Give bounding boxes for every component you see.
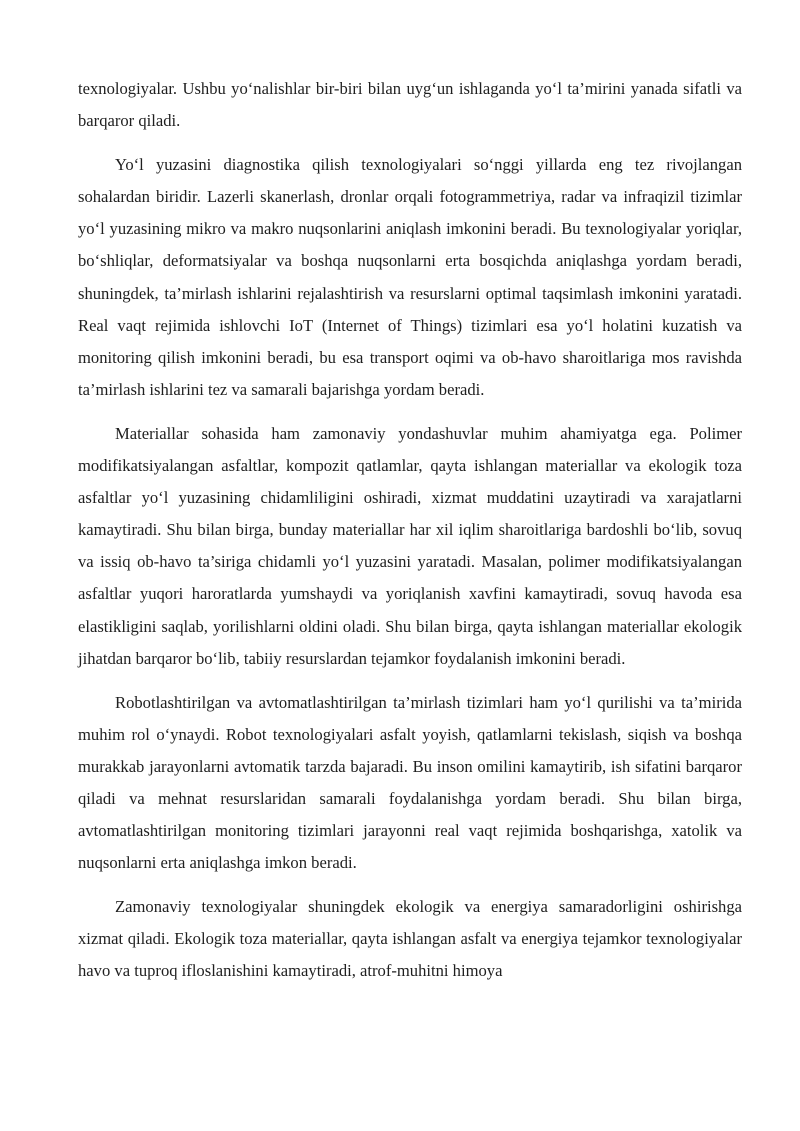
paragraph-continuation: texnologiyalar. Ushbu yo‘nalishlar bir-biri bilan uyg‘un ishlaganda yo‘l ta’mirini yanada sifatli va barqaror qiladi. [78,79,742,131]
paragraph-diagnostics: Yo‘l yuzasini diagnostika qilish texnologiyalari so‘nggi yillarda eng tez rivojlangan sohalardan biridir. Lazerli skanerlash, dronlar orqali fotogrammetriya, radar va infraqizil tizimlar yo‘l yuzasining mikro va makro nuqsonlarini aniqlash imkonini beradi. Bu texnologiyalar yoriqlar, bo‘shliqlar, deformatsiyalar va boshqa nuqsonlarni erta bosqichda aniqlashga yordam beradi, shuningdek, ta’mirlash ishlarini rejalashtirish va resurslarni optimal taqsimlash imkonini yaratadi. Real vaqt rejimida ishlovchi IoT (Internet of Things) tizimlari esa yo‘l holatini kuzatish va monitoring qilish imkonini beradi, bu esa transport oqimi va ob-havo sharoitlariga mos ravishda ta’mirlash ishlarini tez va samarali bajarishga yordam beradi. [78,155,742,399]
paragraph-materials: Materiallar sohasida ham zamonaviy yondashuvlar muhim ahamiyatga ega. Polimer modifikatsiyalangan asfaltlar, kompozit qatlamlar, qayta ishlangan materiallar va ekologik toza asfaltlar yo‘l yuzasining chidamliligini oshiradi, xizmat muddatini uzaytiradi va xarajatlarni kamaytiradi. Shu bilan birga, bunday materiallar har xil iqlim sharoitlariga bardoshli bo‘lib, sovuq va issiq ob-havo ta’siriga chidamli yo‘l yuzasini yaratadi. Masalan, polimer modifikatsiyalangan asfaltlar yuqori haroratlarda yumshaydi va yoriqlanish xavfini kamaytiradi, sovuq havoda esa elastikligini saqlab, yorilishlarni oldini oladi. Shu bilan birga, qayta ishlangan materiallar ekologik jihatdan barqaror bo‘lib, tabiiy resurslardan tejamkor foydalanish imkonini beradi. [78,423,742,668]
paragraph-robotics: Robotlashtirilgan va avtomatlashtirilgan ta’mirlash tizimlari ham yo‘l qurilishi va ta’mirida muhim rol o‘ynaydi. Robot texnologiyalari asfalt yoyish, qatlamlarni tekislash, siqish va boshqa murakkab jarayonlarni avtomatik tarzda bajaradi. Bu inson omilini kamaytirib, ish sifatini barqaror qiladi va mehnat resurslaridan samarali foydalanishga yordam beradi. Shu bilan birga, avtomatlashtirilgan monitoring tizimlari jarayonni real vaqt rejimida boshqarishga, xatolik va nuqsonlarni erta aniqlashga imkon beradi. [78,692,742,873]
body-text [78,73,742,1000]
paragraph-ecology: Zamonaviy texnologiyalar shuningdek ekologik va energiya samaradorligini oshirishga xizmat qiladi. Ekologik toza materiallar, qayta ishlangan asfalt va energiya tejamkor texnologiyalar havo va tuproq ifloslanishini kamaytiradi, atrof-muhitni himoya [78,897,742,981]
